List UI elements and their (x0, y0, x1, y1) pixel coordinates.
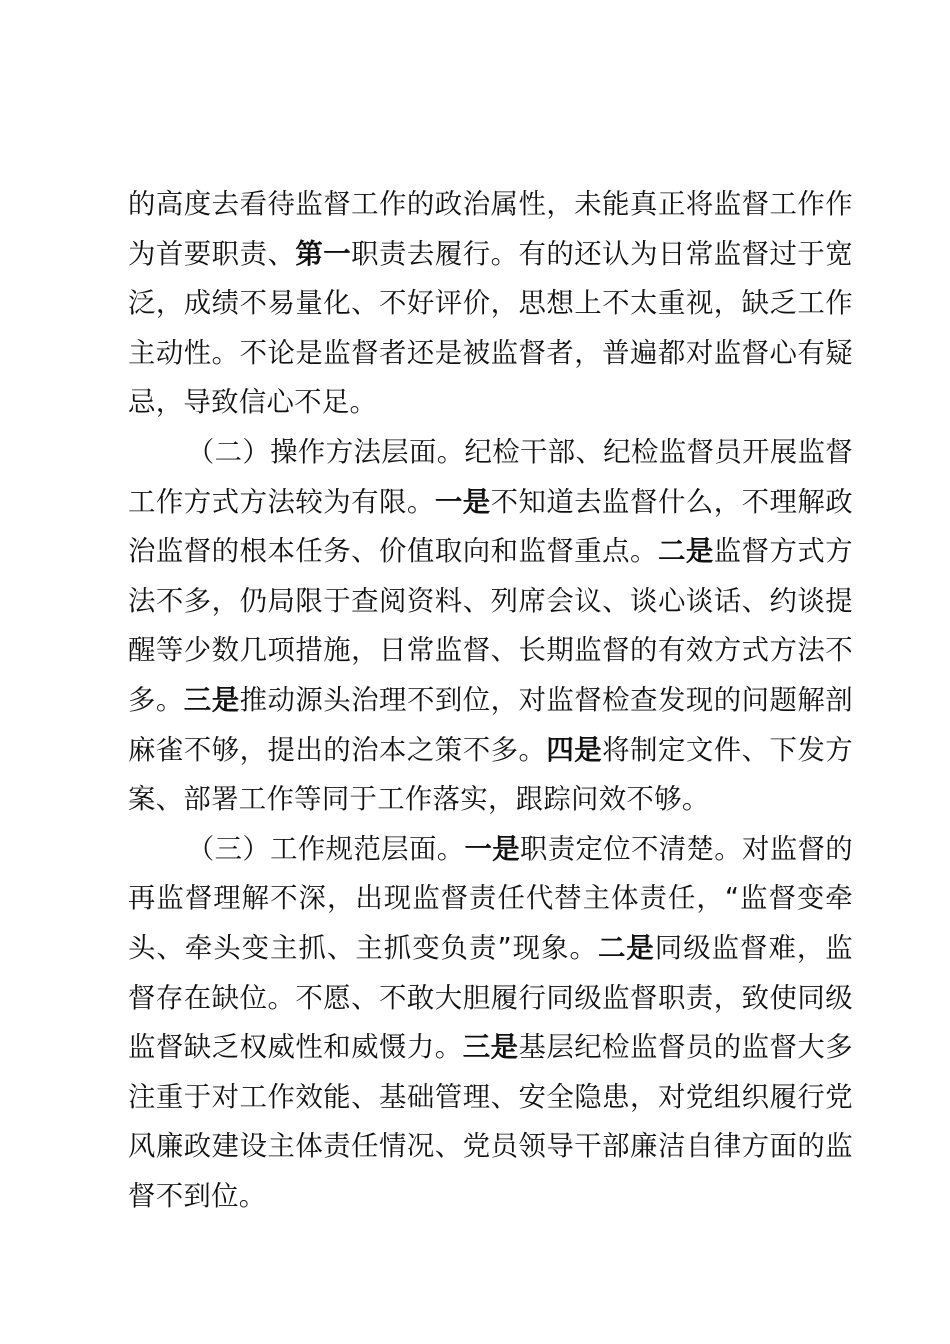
text-run: 推动源头治理不到位，对监督检查发现的问题解剖麻雀不够，提出的治本之策不多。 (128, 684, 854, 766)
paragraph-1 (128, 180, 853, 428)
text-run: 职责定位不清楚。对监督的再监督理解不深，出现监督责任代替主体责任，“监督变牵头、牵头变主抓、主抓变负责”现象。 (128, 833, 853, 964)
document-body (128, 180, 853, 1221)
paragraph-2 (128, 428, 853, 825)
paragraph-3 (128, 825, 853, 1222)
text-run: （二）操作方法层面。纪检干部、纪检监督员开展监督工作方式方法较为有限。 (128, 436, 853, 518)
text-run: 职责去履行。有的还认为日常监督过于宽泛，成绩不易量化、不好评价，思想上不太重视，缺乏工作主动性。不论是监督者还是被监督者，普遍都对监督心有疑忌，导致信心不足。 (128, 238, 853, 419)
text-run: 基层纪检监督员的监督大多注重于对工作效能、基础管理、安全隐患，对党组织履行党风廉政建设主体责任情况、党员领导干部廉洁自律方面的监督不到位。 (128, 1032, 853, 1212)
text-run: 的高度去看待监督工作的政治属性，未能真正将监督工作作为首要职责、 (128, 189, 853, 270)
text-run: 监督方式方法不多，仍局限于查阅资料、列席会议、谈心谈话、约谈提醒等少数几项措施，日常监督、长期监督的有效方式方法不多。 (128, 536, 853, 716)
text-run: 同级监督难，监督存在缺位。不愿、不敢大胆履行同级监督职责，致使同级监督缺乏权威性和威慑力。 (128, 932, 853, 1064)
bold-lead-phrase: 一是 (434, 486, 491, 518)
text-run: 不知道去监督什么，不理解政治监督的根本任务、价值取向和监督重点。 (128, 486, 853, 568)
bold-lead-phrase: 四是 (546, 734, 603, 766)
bold-lead-phrase: 三是 (183, 684, 240, 716)
bold-lead-phrase: 二是 (597, 932, 655, 964)
bold-lead-phrase: 三是 (462, 1032, 519, 1064)
text-run: 将制定文件、下发方案、部署工作等同于工作落实，跟踪问效不够。 (128, 734, 853, 816)
bold-lead-phrase: 第一 (295, 238, 352, 270)
text-run: （三）工作规范层面。 (186, 833, 465, 865)
bold-lead-phrase: 二是 (657, 536, 714, 568)
bold-lead-phrase: 一是 (464, 833, 520, 865)
